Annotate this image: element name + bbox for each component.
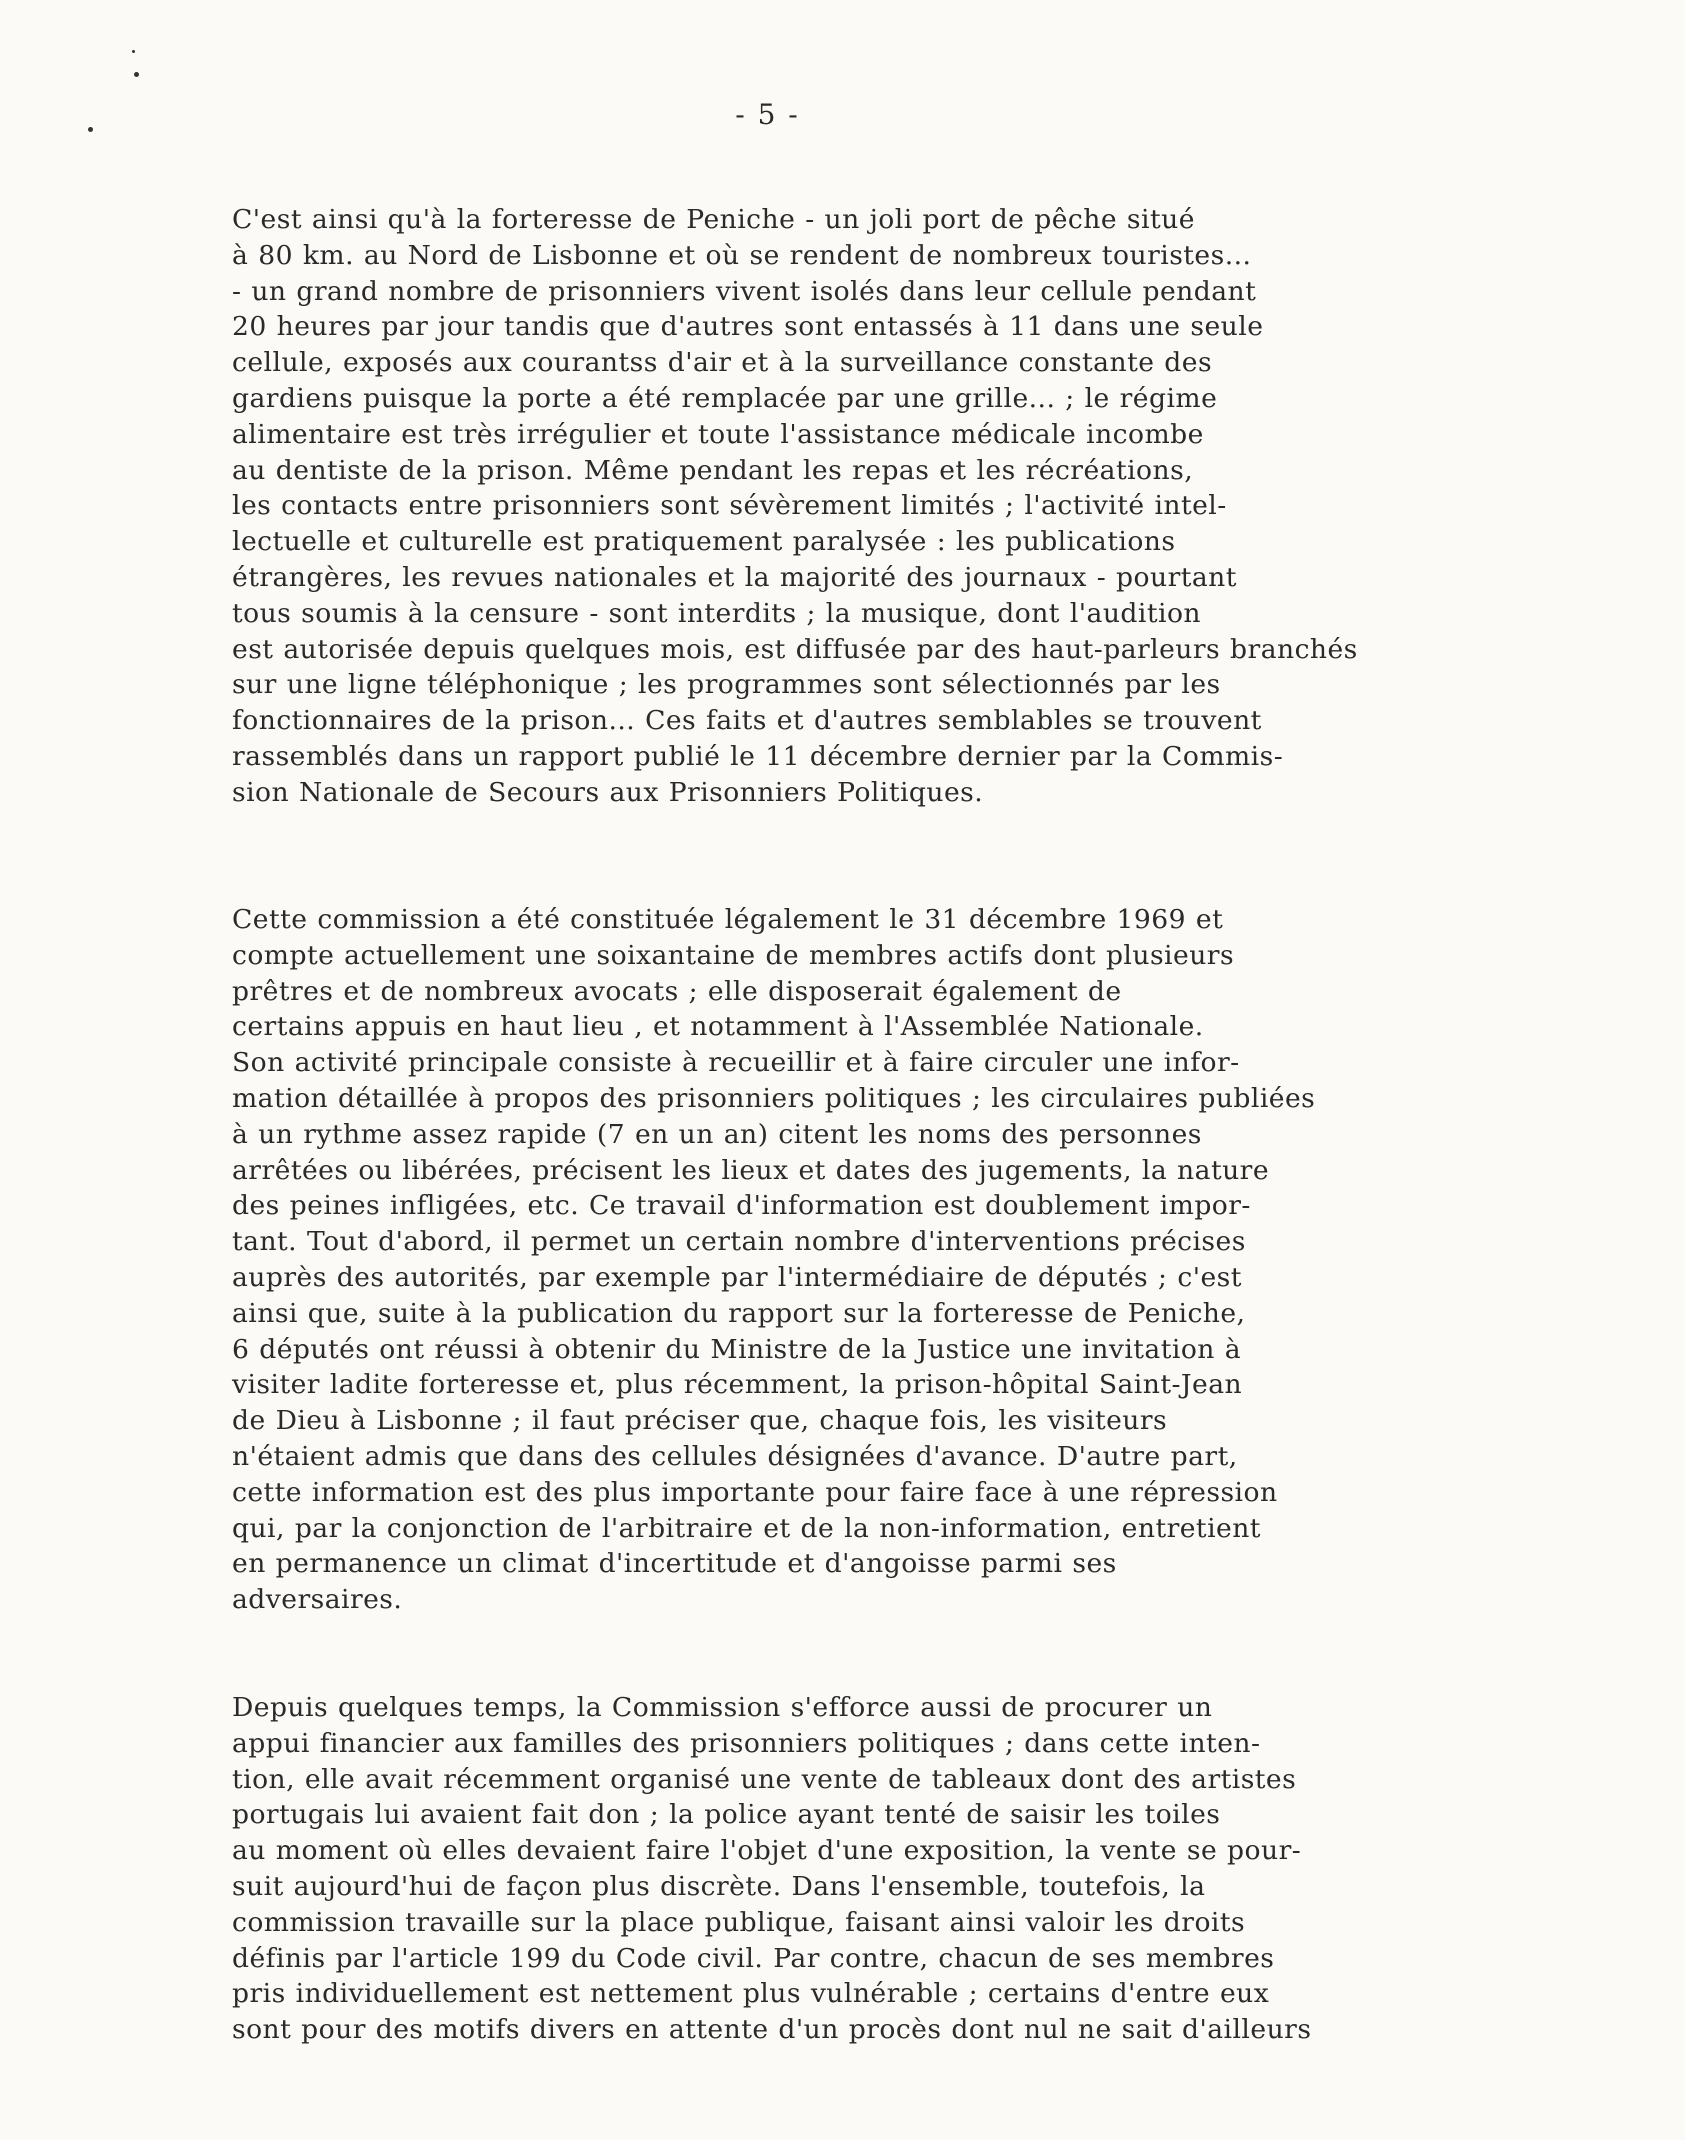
text-line: pris individuellement est nettement plus vulnérable ; certains d'entre eux bbox=[232, 1978, 1270, 2010]
page-number: - 5 - bbox=[735, 98, 800, 131]
text-line: Cette commission a été constituée légalement le 31 décembre 1969 et bbox=[232, 904, 1224, 935]
text-line: ainsi que, suite à la publication du rapport sur la forteresse de Peniche, bbox=[232, 1297, 1246, 1329]
text-line: tant. Tout d'abord, il permet un certain nombre d'interventions précises bbox=[232, 1226, 1246, 1258]
text-line: lectuelle et culturelle est pratiquement paralysée : les publications bbox=[232, 526, 1176, 558]
text-line: mation détaillée à propos des prisonniers politiques ; les circulaires publiées bbox=[232, 1082, 1316, 1114]
text-line: au dentiste de la prison. Même pendant les repas et les récréations, bbox=[232, 454, 1194, 486]
text-line: arrêtées ou libérées, précisent les lieux et dates des jugements, la nature bbox=[232, 1154, 1270, 1186]
text-line: sur une ligne téléphonique ; les programmes sont sélectionnés par les bbox=[232, 669, 1221, 701]
text-line: au moment où elles devaient faire l'objet d'une exposition, la vente se pour- bbox=[232, 1835, 1302, 1867]
text-line: tion, elle avait récemment organisé une vente de tableaux dont des artistes bbox=[232, 1763, 1297, 1795]
text-line: - un grand nombre de prisonniers vivent isolés dans leur cellule pendant bbox=[232, 275, 1257, 307]
text-line: suit aujourd'hui de façon plus discrète. Dans l'ensemble, toutefois, la bbox=[232, 1870, 1206, 1902]
text-line: les contacts entre prisonniers sont sévèrement limités ; l'activité intel- bbox=[232, 490, 1227, 522]
text-line: visiter ladite forteresse et, plus récemment, la prison-hôpital Saint-Jean bbox=[232, 1369, 1243, 1401]
text-line: étrangères, les revues nationales et la majorité des journaux - pourtant bbox=[232, 561, 1237, 593]
paragraph-commission-activity bbox=[232, 902, 1552, 1618]
text-line: définis par l'article 199 du Code civil. Par contre, chacun de ses membres bbox=[232, 1942, 1275, 1974]
text-line: portugais lui avaient fait don ; la police ayant tenté de saisir les toiles bbox=[232, 1799, 1221, 1831]
text-line: appui financier aux familles des prisonniers politiques ; dans cette inten- bbox=[232, 1727, 1261, 1759]
text-line: des peines infligées, etc. Ce travail d'information est doublement impor- bbox=[232, 1190, 1251, 1222]
paragraph-financial-support bbox=[232, 1690, 1552, 2048]
text-line: alimentaire est très irrégulier et toute l'assistance médicale incombe bbox=[232, 418, 1204, 450]
text-line: à un rythme assez rapide (7 en un an) citent les noms des personnes bbox=[232, 1118, 1202, 1150]
scan-speck bbox=[134, 72, 139, 77]
text-line: 20 heures par jour tandis que d'autres sont entassés à 11 dans une seule bbox=[232, 311, 1264, 343]
text-line: certains appuis en haut lieu , et notamment à l'Assemblée Nationale. bbox=[232, 1011, 1204, 1043]
text-line: sont pour des motifs divers en attente d'un procès dont nul ne sait d'ailleurs bbox=[232, 2014, 1312, 2046]
text-line: sion Nationale de Secours aux Prisonniers Politiques. bbox=[232, 776, 984, 808]
text-line: gardiens puisque la porte a été remplacée par une grille... ; le régime bbox=[232, 382, 1218, 414]
text-line: cette information est des plus importante pour faire face à une répression bbox=[232, 1476, 1278, 1508]
text-line: C'est ainsi qu'à la forteresse de Peniche - un joli port de pêche situé bbox=[232, 204, 1195, 235]
text-line: cellule, exposés aux courantss d'air et à la surveillance constante des bbox=[232, 347, 1213, 379]
text-line: tous soumis à la censure - sont interdits ; la musique, dont l'audition bbox=[232, 597, 1201, 629]
text-line: adversaires. bbox=[232, 1584, 403, 1616]
text-line: qui, par la conjonction de l'arbitraire et de la non-information, entretient bbox=[232, 1512, 1261, 1544]
text-line: 6 députés ont réussi à obtenir du Ministre de la Justice une invitation à bbox=[232, 1333, 1242, 1365]
text-line: fonctionnaires de la prison... Ces faits et d'autres semblables se trouvent bbox=[232, 705, 1262, 737]
text-line: rassemblés dans un rapport publié le 11 décembre dernier par la Commis- bbox=[232, 740, 1284, 772]
text-line: compte actuellement une soixantaine de membres actifs dont plusieurs bbox=[232, 939, 1235, 971]
text-line: commission travaille sur la place publique, faisant ainsi valoir les droits bbox=[232, 1906, 1246, 1938]
paragraph-peniche-conditions bbox=[232, 202, 1552, 811]
text-line: à 80 km. au Nord de Lisbonne et où se rendent de nombreux touristes... bbox=[232, 239, 1252, 271]
text-line: auprès des autorités, par exemple par l'intermédiaire de députés ; c'est bbox=[232, 1261, 1242, 1293]
text-line: en permanence un climat d'incertitude et d'angoisse parmi ses bbox=[232, 1548, 1117, 1580]
text-line: Depuis quelques temps, la Commission s'efforce aussi de procurer un bbox=[232, 1692, 1213, 1723]
text-line: de Dieu à Lisbonne ; il faut préciser que, chaque fois, les visiteurs bbox=[232, 1405, 1168, 1437]
text-line: Son activité principale consiste à recueillir et à faire circuler une infor- bbox=[232, 1047, 1240, 1079]
text-line: est autorisée depuis quelques mois, est diffusée par des haut-parleurs branchés bbox=[232, 633, 1358, 665]
text-line: n'étaient admis que dans des cellules désignées d'avance. D'autre part, bbox=[232, 1440, 1238, 1472]
text-line: prêtres et de nombreux avocats ; elle disposerait également de bbox=[232, 975, 1122, 1007]
scan-speck bbox=[132, 50, 135, 53]
